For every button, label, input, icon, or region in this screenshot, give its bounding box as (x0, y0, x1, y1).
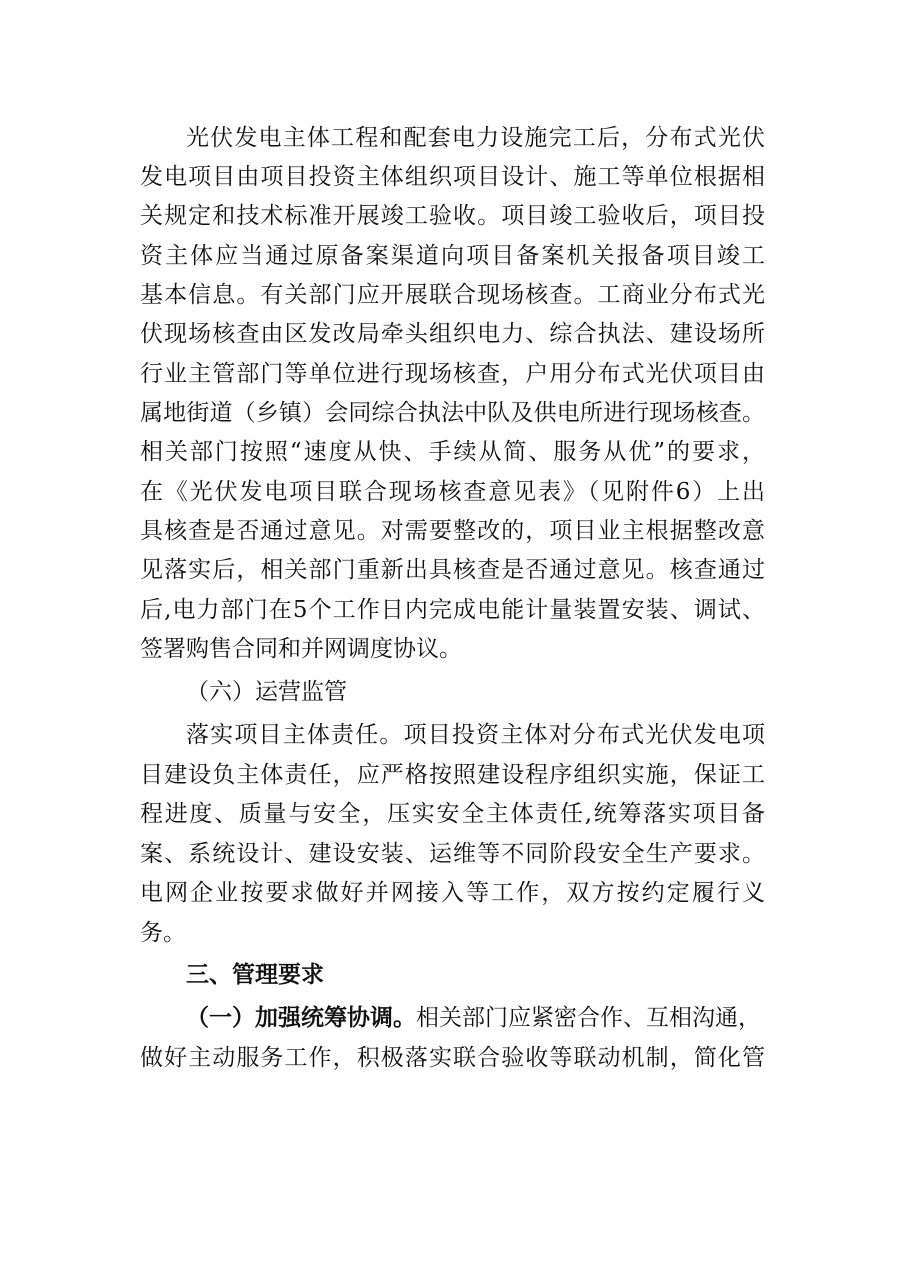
subsection-heading: （六）运营监管 (186, 679, 347, 705)
paragraph-text: 相关部门应紧密合作、互相沟通， (416, 1005, 761, 1031)
paragraph-line (186, 1000, 765, 1036)
bold-lead-phrase: （一）加强统筹协调。 (186, 1004, 416, 1031)
paragraph-line: 务。 (140, 920, 186, 946)
paragraph-line: 伏现场核查由区发改局牵头组织电力、综合执法、建设场所 (140, 321, 765, 347)
paragraph-line: 后,电力部门在5个工作日内完成电能计量装置安装、调试、 (140, 597, 765, 623)
paragraph-line: 行业主管部门等单位进行现场核查，户用分布式光伏项目由 (140, 361, 765, 387)
paragraph-line: 基本信息。有关部门应开展联合现场核查。工商业分布式光 (140, 282, 765, 308)
paragraph-line: 签署购售合同和并网调度协议。 (140, 636, 462, 662)
paragraph-line: 案、系统设计、建设安装、运维等不同阶段安全生产要求。 (140, 841, 765, 867)
paragraph-line: 在《光伏发电项目联合现场核查意见表》（见附件6）上出 (140, 479, 765, 505)
paragraph-line: 电网企业按要求做好并网接入等工作，双方按约定履行义 (140, 880, 765, 906)
section-heading: 三、管理要求 (186, 961, 324, 988)
paragraph-line: 光伏发电主体工程和配套电力设施完工后，分布式光伏 (186, 125, 765, 151)
paragraph-line: 资主体应当通过原备案渠道向项目备案机关报备项目竣工 (140, 243, 765, 269)
paragraph-line: 关规定和技术标准开展竣工验收。项目竣工验收后，项目投 (140, 203, 765, 229)
paragraph-line: 发电项目由项目投资主体组织项目设计、施工等单位根据相 (140, 164, 765, 190)
paragraph-line: 做好主动服务工作，积极落实联合验收等联动机制，简化管 (140, 1045, 765, 1071)
paragraph-line: 程进度、质量与安全，压实安全主体责任,统筹落实项目备 (140, 801, 765, 827)
paragraph-line: 见落实后，相关部门重新出具核查是否通过意见。核查通过 (140, 557, 765, 583)
paragraph-line: 相关部门按照“速度从快、手续从简、服务从优”的要求， (140, 439, 765, 465)
paragraph-line: 落实项目主体责任。项目投资主体对分布式光伏发电项 (186, 722, 765, 748)
paragraph-line: 具核查是否通过意见。对需要整改的，项目业主根据整改意 (140, 518, 765, 544)
paragraph-line: 属地街道（乡镇）会同综合执法中队及供电所进行现场核查。 (140, 400, 765, 426)
paragraph-line: 目建设负主体责任，应严格按照建设程序组织实施，保证工 (140, 762, 765, 788)
